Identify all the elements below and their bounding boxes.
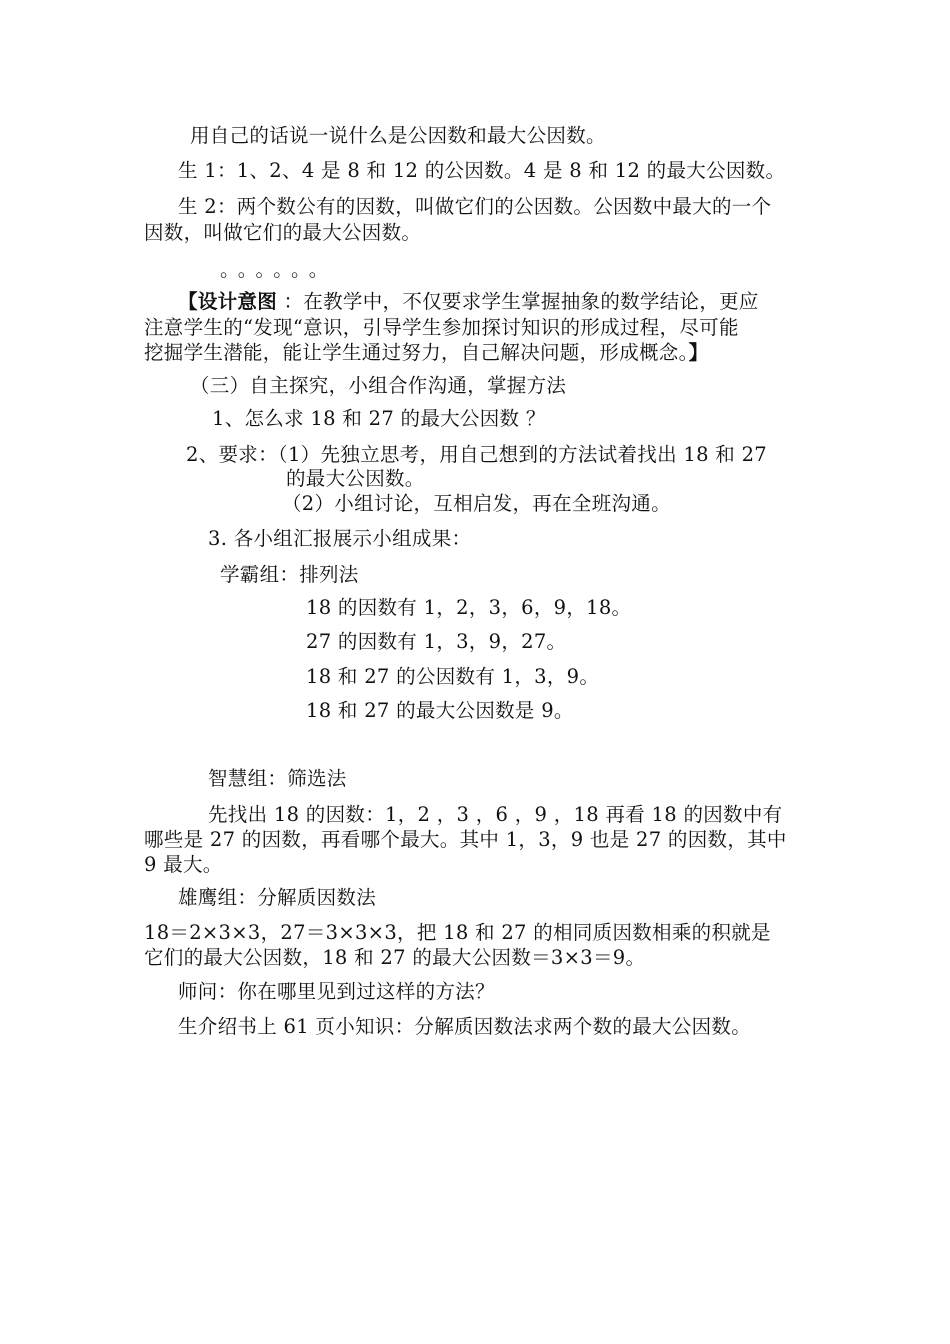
factors-27: 27 的因数有 1，3，9，27。 (306, 630, 567, 653)
section-heading: （三）自主探究，小组合作沟通，掌握方法 (190, 374, 567, 397)
design-intent-line (178, 290, 759, 314)
prompt-line: 用自己的话说一说什么是公因数和最大公因数。 (190, 124, 606, 147)
student-1-answer: 生 1：1、2、4 是 8 和 12 的公因数。4 是 8 和 12 的最大公因数。 (178, 159, 786, 182)
design-intent-cont-1: 注意学生的“发现“意识，引导学生参加探讨知识的形成过程，尽可能 (144, 316, 739, 339)
xiongying-method-2: 它们的最大公因数，18 和 27 的最大公因数＝3×3＝9。 (144, 946, 646, 969)
student-intro: 生介绍书上 61 页小知识：分解质因数法求两个数的最大公因数。 (178, 1015, 752, 1038)
ellipsis-dots: 。。。。。。 (220, 258, 337, 281)
student-2-answer-cont: 因数，叫做它们的最大公因数。 (144, 221, 422, 244)
xiongying-method-1: 18＝2×3×3，27＝3×3×3，把 18 和 27 的相同质因数相乘的积就是 (144, 921, 771, 944)
requirement-1-cont: 的最大公因数。 (286, 467, 425, 490)
zhihui-method-3: 9 最大。 (144, 853, 223, 876)
factors-18: 18 的因数有 1，2，3，6，9，18。 (306, 596, 632, 619)
group-xueba-title: 学霸组：排列法 (220, 563, 359, 586)
question-1: 1、怎么求 18 和 27 的最大公因数 ？ (212, 407, 546, 430)
design-intent-label: 设计意图 (197, 290, 278, 313)
group-zhihui-title: 智慧组：筛选法 (208, 767, 347, 790)
gcd-result: 18 和 27 的最大公因数是 9。 (306, 699, 574, 722)
student-2-answer: 生 2：两个数公有的因数，叫做它们的公因数。公因数中最大的一个 (178, 195, 772, 218)
requirement-1: 2、要求：（1）先独立思考，用自己想到的方法试着找出 18 和 27 (186, 443, 767, 466)
design-intent-text: ：在教学中，不仅要求学生掌握抽象的数学结论，更应 (277, 290, 759, 313)
bracket-close: 】 (688, 341, 709, 364)
design-intent-cont-2-text: 挖掘学生潜能，能让学生通过努力，自己解决问题，形成概念。 (144, 341, 689, 364)
zhihui-method-1: 先找出 18 的因数：1，2 ，3 ，6 ，9 ，18 再看 18 的因数中有 (208, 803, 783, 826)
design-intent-cont-2 (144, 341, 708, 365)
zhihui-method-2: 哪些是 27 的因数，再看哪个最大。其中 1，3，9 也是 27 的因数，其中 (144, 828, 787, 851)
group-xiongying-title: 雄鹰组：分解质因数法 (178, 886, 377, 909)
requirement-2: （2）小组讨论，互相启发，再在全班沟通。 (282, 492, 671, 515)
bracket-open: 【 (178, 290, 198, 313)
common-factors: 18 和 27 的公因数有 1，3，9。 (306, 665, 600, 688)
teacher-question: 师问：你在哪里见到过这样的方法？ (178, 980, 495, 1003)
item-3: 3. 各小组汇报展示小组成果： (208, 527, 472, 550)
